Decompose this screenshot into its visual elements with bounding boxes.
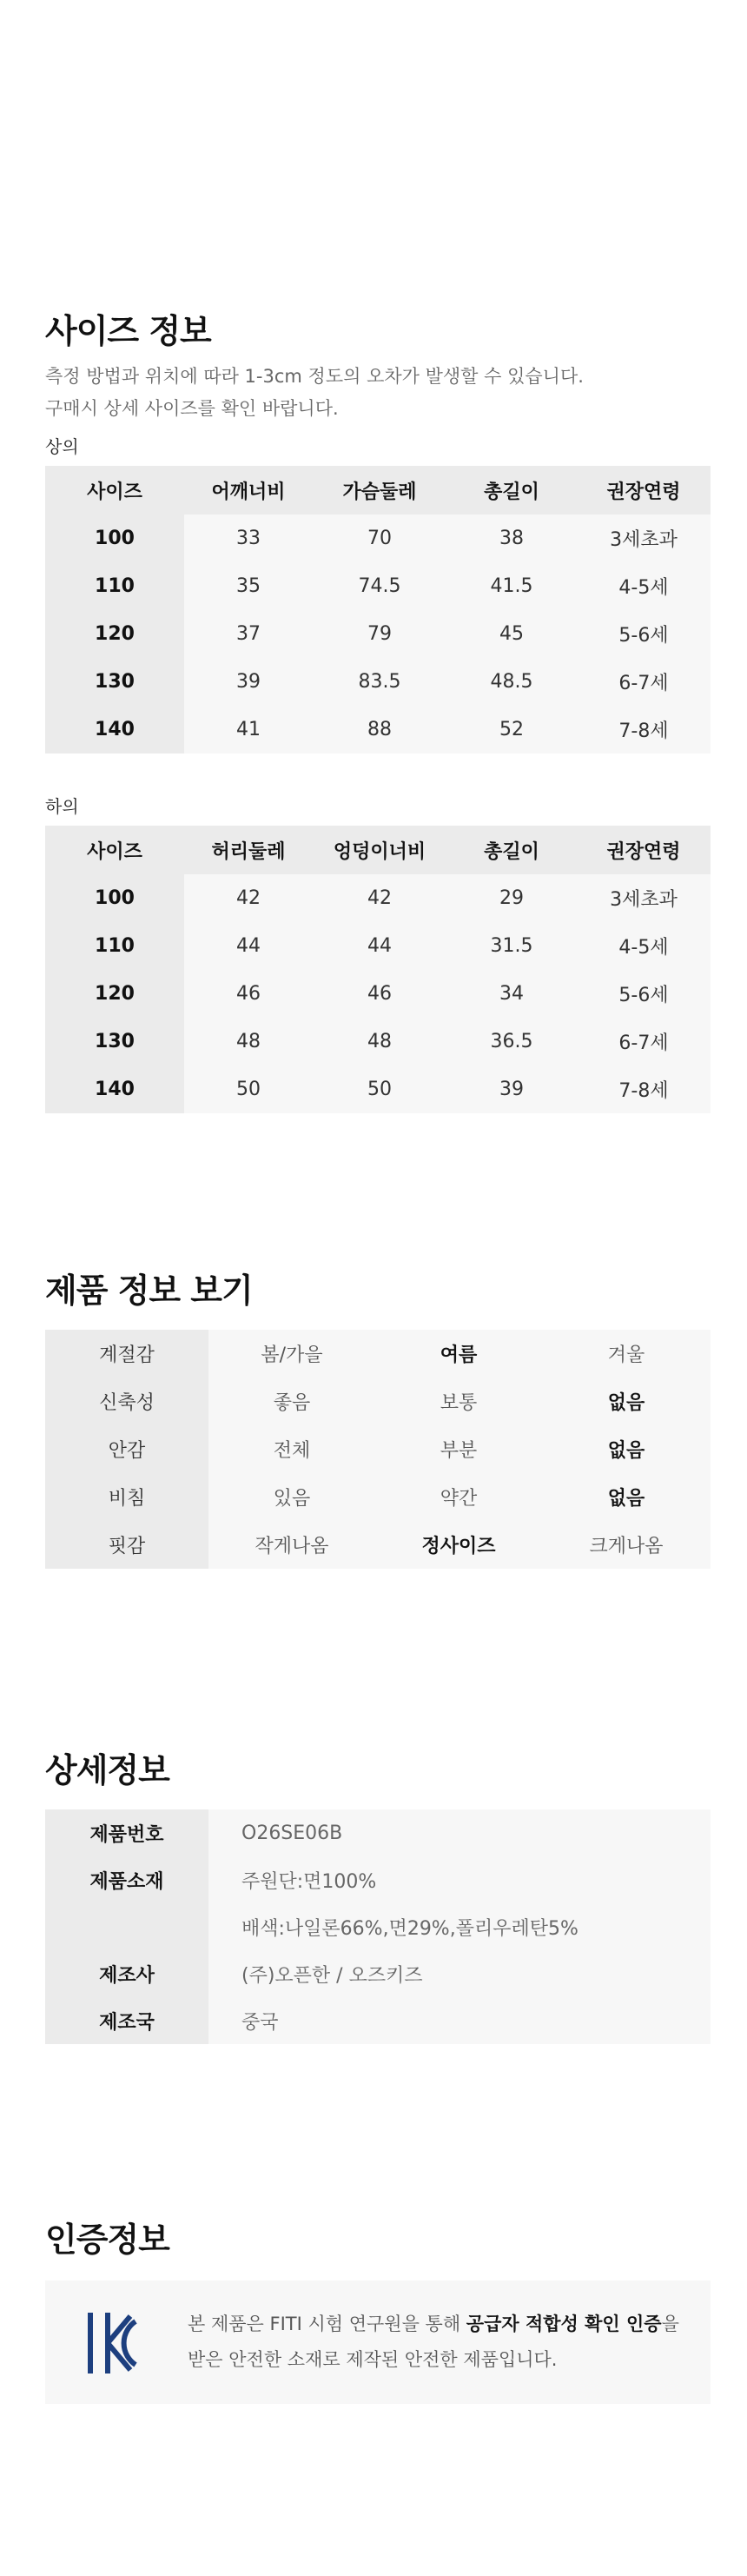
info-option: 없음 [542, 1425, 711, 1473]
table-row [45, 1903, 711, 1950]
table-cell: 35 [184, 562, 313, 610]
top-size-header-row [45, 466, 711, 515]
detail-value: O26SE06B [208, 1809, 711, 1856]
table-header-cell: 가슴둘레 [313, 466, 446, 515]
table-cell: 42 [313, 874, 446, 922]
table-row [45, 970, 711, 1018]
table-row [45, 874, 711, 922]
table-cell: 46 [313, 970, 446, 1018]
info-option: 여름 [375, 1330, 542, 1378]
table-header-cell: 엉덩이너비 [313, 826, 446, 874]
size-cell: 110 [45, 562, 184, 610]
table-row [45, 1809, 711, 1856]
table-row [45, 515, 711, 562]
table-cell: 74.5 [313, 562, 446, 610]
info-option: 좋음 [208, 1378, 375, 1425]
info-option: 크게나옴 [542, 1521, 711, 1569]
table-cell: 79 [313, 610, 446, 658]
info-option: 없음 [542, 1473, 711, 1521]
size-info-desc-1: 측정 방법과 위치에 따라 1-3cm 정도의 오차가 발생할 수 있습니다. [45, 366, 584, 387]
cert-section [45, 2213, 711, 2261]
table-cell: 36.5 [446, 1018, 577, 1066]
detail-label: 제조국 [45, 1997, 208, 2044]
table-row [45, 1950, 711, 1997]
table-header-cell: 총길이 [446, 826, 577, 874]
table-cell: 33 [184, 515, 313, 562]
table-cell: 48.5 [446, 658, 577, 706]
table-cell: 7-8세 [577, 706, 711, 754]
table-cell: 6-7세 [577, 658, 711, 706]
table-row [45, 922, 711, 970]
table-header-cell: 권장연령 [577, 466, 711, 515]
table-row [45, 658, 711, 706]
info-option: 봄/가을 [208, 1330, 375, 1378]
table-row [45, 1378, 711, 1425]
detail-title: 상세정보 [45, 1751, 169, 1789]
table-cell: 70 [313, 515, 446, 562]
product-info-section [45, 1264, 711, 1311]
info-label: 신축성 [45, 1378, 208, 1425]
table-row [45, 1997, 711, 2044]
info-label: 계절감 [45, 1330, 208, 1378]
table-cell: 29 [446, 874, 577, 922]
table-cell: 44 [313, 922, 446, 970]
table-header-cell: 권장연령 [577, 826, 711, 874]
table-cell: 46 [184, 970, 313, 1018]
table-cell: 4-5세 [577, 562, 711, 610]
info-option: 있음 [208, 1473, 375, 1521]
info-option: 부분 [375, 1425, 542, 1473]
cert-line-1-pre: 본 제품은 FITI 시험 연구원을 통해 [188, 2314, 466, 2334]
size-cell: 140 [45, 1066, 184, 1113]
table-cell: 3세초과 [577, 515, 711, 562]
cert-line-1 [188, 2307, 700, 2342]
top-size-table [45, 466, 711, 754]
info-label: 비침 [45, 1473, 208, 1521]
cert-line-2: 받은 안전한 소재로 제작된 안전한 제품입니다. [188, 2349, 558, 2370]
size-info-title: 사이즈 정보 [45, 312, 211, 350]
info-option: 전체 [208, 1425, 375, 1473]
bottom-size-table [45, 826, 711, 1113]
info-option: 정사이즈 [375, 1521, 542, 1569]
table-row [45, 1473, 711, 1521]
table-cell: 4-5세 [577, 922, 711, 970]
detail-table [45, 1809, 711, 2044]
size-cell: 120 [45, 970, 184, 1018]
info-label: 안감 [45, 1425, 208, 1473]
cert-line-1-bold: 공급자 적합성 확인 인증 [466, 2314, 662, 2334]
table-row [45, 1521, 711, 1569]
detail-value: 배색:나일론66%,면29%,폴리우레탄5% [208, 1903, 711, 1950]
cert-box [45, 2281, 711, 2404]
top-size-label: 상의 [45, 436, 79, 457]
size-cell: 130 [45, 1018, 184, 1066]
table-cell: 44 [184, 922, 313, 970]
table-cell: 88 [313, 706, 446, 754]
table-row [45, 1066, 711, 1113]
table-cell: 48 [184, 1018, 313, 1066]
detail-table-wrap [45, 1809, 711, 2044]
detail-value: 중국 [208, 1997, 711, 2044]
size-info-section [45, 304, 711, 425]
table-row [45, 1425, 711, 1473]
bottom-size-table-wrap [45, 826, 711, 1113]
bottom-size-label: 하의 [45, 796, 79, 817]
detail-label [45, 1903, 208, 1950]
top-size-table-wrap [45, 466, 711, 754]
table-row [45, 1856, 711, 1903]
size-cell: 100 [45, 515, 184, 562]
product-info-table-wrap [45, 1330, 711, 1569]
table-row [45, 706, 711, 754]
table-row [45, 610, 711, 658]
cert-title: 인증정보 [45, 2221, 169, 2259]
table-row [45, 562, 711, 610]
table-cell: 50 [313, 1066, 446, 1113]
info-option: 없음 [542, 1378, 711, 1425]
table-cell: 39 [446, 1066, 577, 1113]
info-label: 핏감 [45, 1521, 208, 1569]
table-cell: 5-6세 [577, 610, 711, 658]
table-cell: 38 [446, 515, 577, 562]
table-cell: 41 [184, 706, 313, 754]
table-header-cell: 허리둘레 [184, 826, 313, 874]
table-cell: 34 [446, 970, 577, 1018]
detail-label: 제품번호 [45, 1809, 208, 1856]
table-cell: 6-7세 [577, 1018, 711, 1066]
table-header-cell: 총길이 [446, 466, 577, 515]
cert-line-1-post: 을 [661, 2314, 679, 2334]
info-option: 약간 [375, 1473, 542, 1521]
detail-section [45, 1743, 711, 1791]
table-cell: 39 [184, 658, 313, 706]
table-cell: 45 [446, 610, 577, 658]
table-cell: 3세초과 [577, 874, 711, 922]
size-info-desc-2: 구매시 상세 사이즈를 확인 바랍니다. [45, 398, 339, 419]
product-info-title: 제품 정보 보기 [45, 1271, 253, 1310]
table-header-cell: 사이즈 [45, 826, 184, 874]
detail-label: 제조사 [45, 1950, 208, 1997]
table-cell: 50 [184, 1066, 313, 1113]
info-option: 작게나옴 [208, 1521, 375, 1569]
table-cell: 37 [184, 610, 313, 658]
table-cell: 5-6세 [577, 970, 711, 1018]
info-option: 겨울 [542, 1330, 711, 1378]
table-cell: 7-8세 [577, 1066, 711, 1113]
size-cell: 140 [45, 706, 184, 754]
size-cell: 100 [45, 874, 184, 922]
table-row [45, 1330, 711, 1378]
detail-value: (주)오픈한 / 오즈키즈 [208, 1950, 711, 1997]
size-cell: 130 [45, 658, 184, 706]
table-cell: 31.5 [446, 922, 577, 970]
table-cell: 42 [184, 874, 313, 922]
bottom-size-header-row [45, 826, 711, 874]
table-row [45, 1018, 711, 1066]
detail-label: 제품소재 [45, 1856, 208, 1903]
table-header-cell: 사이즈 [45, 466, 184, 515]
table-header-cell: 어깨너비 [184, 466, 313, 515]
table-cell: 83.5 [313, 658, 446, 706]
table-cell: 52 [446, 706, 577, 754]
size-cell: 110 [45, 922, 184, 970]
kc-mark-icon [85, 2309, 139, 2377]
table-cell: 48 [313, 1018, 446, 1066]
cert-description [188, 2307, 700, 2378]
detail-value: 주원단:면100% [208, 1856, 711, 1903]
table-cell: 41.5 [446, 562, 577, 610]
size-cell: 120 [45, 610, 184, 658]
product-info-table [45, 1330, 711, 1569]
info-option: 보통 [375, 1378, 542, 1425]
